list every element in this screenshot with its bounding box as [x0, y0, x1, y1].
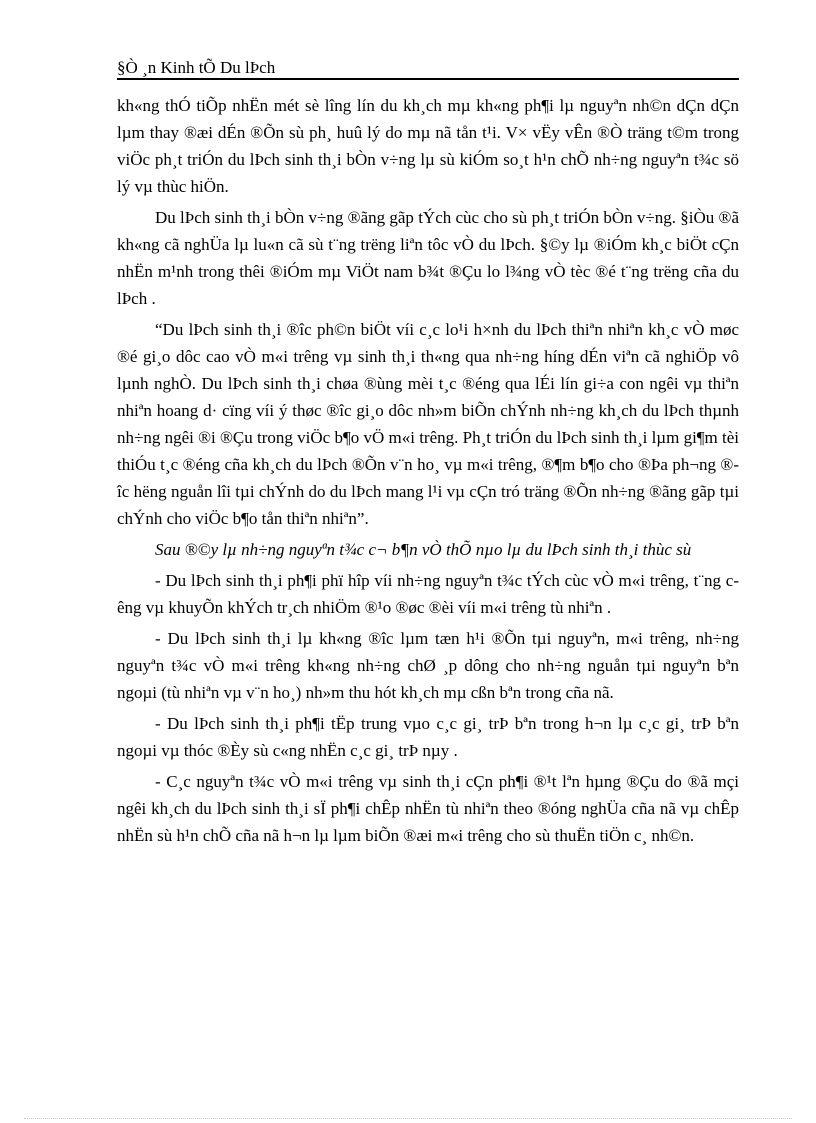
list-item-principle-4: - C¸c nguyªn t¾c vÒ m«i trêng vµ sinh th¸i cÇn ph¶i ®¹t lªn hµng ®Çu do ®ã mçi ngêi kh¸ch du lÞch sinh th¸i sÏ ph¶i chÊp nhËn tù nhiªn theo ®óng nghÜa cña nã vµ chÊp nhËn sù h¹n chÕ cña nã h¬n lµ lµm biÕn ®æi m«i trêng cho sù thuËn tiÖn c¸ nh©n.: [117, 772, 739, 845]
paragraph-continuation: kh«ng thÓ tiÕp nhËn mét sè lîng lín du kh¸ch mµ kh«ng ph¶i lµ nguyªn nh©n dÇn dÇn lµm thay ®æi dÉn ®Õn sù ph¸ huû lý do mµ nã tån t¹i. V× vËy vÊn ®Ò träng t©m trong viÖc ph¸t triÓn du lÞch sinh th¸i bÒn v÷ng lµ sù kiÓm so¸t h¹n chÕ nh÷ng nguyªn t¾c sö lý vµ thùc hiÖn.: [117, 96, 739, 196]
header-title: §Ò ¸n Kinh tÕ Du lÞch: [117, 58, 276, 77]
list-item-principle-1: - Du lÞch sinh th¸i ph¶i phï hîp víi nh÷ng nguyªn t¾c tÝch cùc vÒ m«i trêng, t¨ng cêng vµ khuyÕn khÝch tr¸ch nhiÖm ®¹o ®øc ®èi víi m«i trêng tù nhiªn .: [117, 571, 739, 617]
list-item-principle-3: - Du lÞch sinh th¸i ph¶i tËp trung vµo c¸c gi¸ trÞ bªn trong h¬n lµ c¸c gi¸ trÞ bªn ngoµi vµ thóc ®Èy sù c«ng nhËn c¸c gi¸ trÞ nµy .: [117, 714, 739, 760]
page-header: [117, 58, 739, 78]
document-body: [117, 92, 739, 853]
list-item-principle-2: - Du lÞch sinh th¸i lµ kh«ng ®îc lµm tæn h¹i ®Õn tµi nguyªn, m«i trêng, nh÷ng nguyªn t¾c vÒ m«i trêng kh«ng nh÷ng chØ ¸p dông cho nh÷ng nguån tµi nguyªn bªn ngoµi (tù nhiªn vµ v¨n ho¸) nh»m thu hót kh¸ch mµ cßn bªn trong cña nã.: [117, 629, 739, 702]
paragraph-sustainable-ecotourism: Du lÞch sinh th¸i bÒn v÷ng ®ãng gãp tÝch cùc cho sù ph¸t triÓn bÒn v÷ng. §iÒu ®ã kh«ng cã nghÜa lµ lu«n cã sù t¨ng trëng liªn tôc vÒ du lÞch. §©y lµ ®iÓm kh¸c biÖt cÇn nhËn m¹nh trong thêi ®iÓm mµ ViÖt nam b¾t ®Çu lo l¾ng vÒ tèc ®é t¨ng trëng cña du lÞch .: [117, 208, 739, 308]
paragraph-principles-intro: Sau ®©y lµ nh÷ng nguyªn t¾c c¬ b¶n vÒ thÕ nµo lµ du lÞch sinh th¸i thùc sù: [155, 540, 692, 559]
paragraph-ecotourism-quote: “Du lÞch sinh th¸i ®îc ph©n biÖt víi c¸c lo¹i h×nh du lÞch thiªn nhiªn kh¸c vÒ møc ®é gi¸o dôc cao vÒ m«i trêng vµ sinh th¸i th«ng qua nh÷ng híng dÉn viªn cã nghiÖp vô lµnh nghÒ. Du lÞch sinh th¸i chøa ®ùng mèi t¸c ®éng qua lÉi lín gi÷a con ngêi vµ thiªn nhiªn hoang d· cïng víi ý thøc ®îc gi¸o dôc nh»m biÕn chÝnh nh÷ng kh¸ch du lÞch thµnh nh÷ng ngêi ®i ®Çu trong viÖc b¶o vÖ m«i trêng. Ph¸t triÓn du lÞch sinh th¸i lµm gi¶m tèi thiÓu t¸c ®éng cña kh¸ch du lÞch ®Õn v¨n ho¸ vµ m«i trêng, ®¶m b¶o cho ®Þa ph¬ng ®îc hëng nguån lîi tµi chÝnh do du lÞch mang l¹i vµ cÇn tró träng ®Õn nh÷ng ®ãng gãp tµi chÝnh cho viÖc b¶o tån thiªn nhiªn”.: [117, 320, 739, 528]
page-bottom-divider: [24, 1118, 792, 1119]
header-divider: [117, 78, 739, 80]
